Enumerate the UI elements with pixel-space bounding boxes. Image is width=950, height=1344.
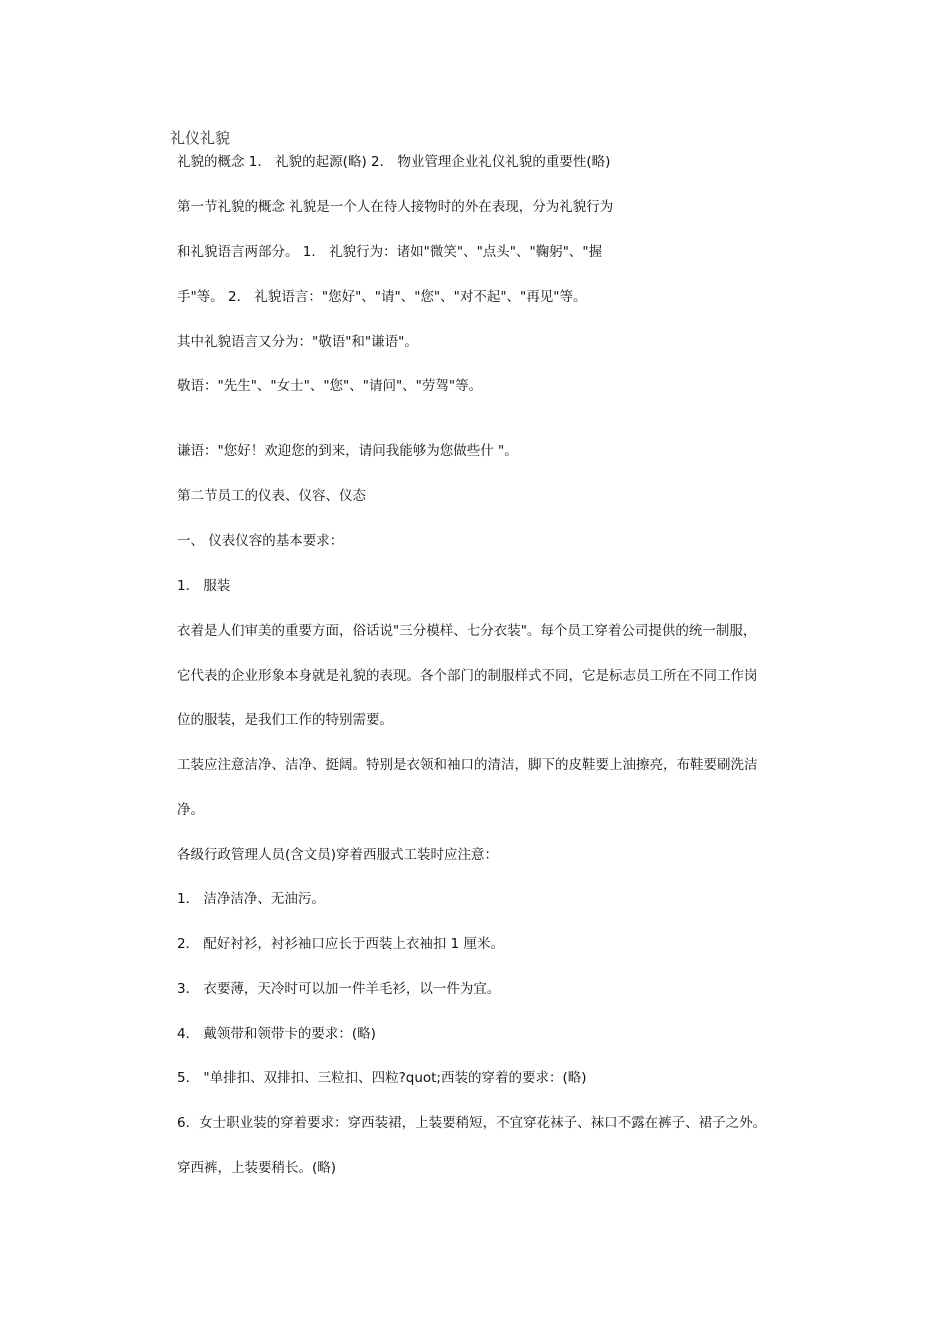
list-heading: 1． 服装	[177, 578, 231, 594]
section-heading: 第二节员工的仪表、仪容、仪态	[177, 488, 366, 504]
list-item: 3． 衣要薄，天冷时可以加一件羊毛衫，以一件为宜。	[177, 981, 501, 997]
text-line: 谦语："您好！欢迎您的到来，请问我能够为您做些什 "。	[177, 443, 518, 459]
text-line: 它代表的企业形象本身就是礼貌的表现。各个部门的制服样式不同，它是标志员工所在不同工作岗	[177, 668, 758, 684]
list-item: 4． 戴领带和领带卡的要求：(略)	[177, 1026, 376, 1042]
text-line: 和礼貌语言两部分。 1． 礼貌行为：诸如"微笑"、"点头"、"鞠躬"、"握	[177, 244, 603, 260]
list-item: 1． 洁净洁净、无油污。	[177, 891, 325, 907]
list-item: 2． 配好衬衫，衬衫袖口应长于西装上衣袖扣 1 厘米。	[177, 936, 505, 952]
text-line: 工装应注意洁净、洁净、挺阔。特别是衣领和袖口的清洁，脚下的皮鞋要上油擦亮，布鞋要刷洗洁	[177, 757, 758, 773]
text-line: 衣着是人们审美的重要方面，俗话说"三分模样、七分衣装"。每个员工穿着公司提供的统一制服，	[177, 623, 757, 639]
text-line: 穿西裤，上装要稍长。(略)	[177, 1160, 337, 1176]
text-line: 礼貌的概念 1． 礼貌的起源(略) 2． 物业管理企业礼仪礼貌的重要性(略)	[177, 154, 611, 170]
text-line: 各级行政管理人员(含文员)穿着西服式工装时应注意：	[177, 847, 499, 863]
list-item: 5． "单排扣、双排扣、三粒扣、四粒?quot;西装的穿着的要求：(略)	[177, 1070, 587, 1086]
text-line: 手"等。 2． 礼貌语言："您好"、"请"、"您"、"对不起"、"再见"等。	[177, 289, 587, 305]
text-line: 其中礼貌语言又分为："敬语"和"谦语"。	[177, 334, 418, 350]
list-item: 6．女士职业装的穿着要求：穿西装裙，上装要稍短，不宜穿花袜子、袜口不露在裤子、裙子之外。	[177, 1115, 767, 1131]
text-line: 第一节礼貌的概念 礼貌是一个人在待人接物时的外在表现，分为礼貌行为	[177, 199, 614, 215]
text-line: 净。	[177, 802, 204, 818]
document-title: 礼仪礼貌	[170, 129, 231, 147]
subsection-heading: 一、 仪表仪容的基本要求：	[177, 533, 344, 549]
text-line: 位的服装，是我们工作的特别需要。	[177, 712, 393, 728]
text-line: 敬语："先生"、"女士"、"您"、"请问"、"劳驾"等。	[177, 378, 483, 394]
